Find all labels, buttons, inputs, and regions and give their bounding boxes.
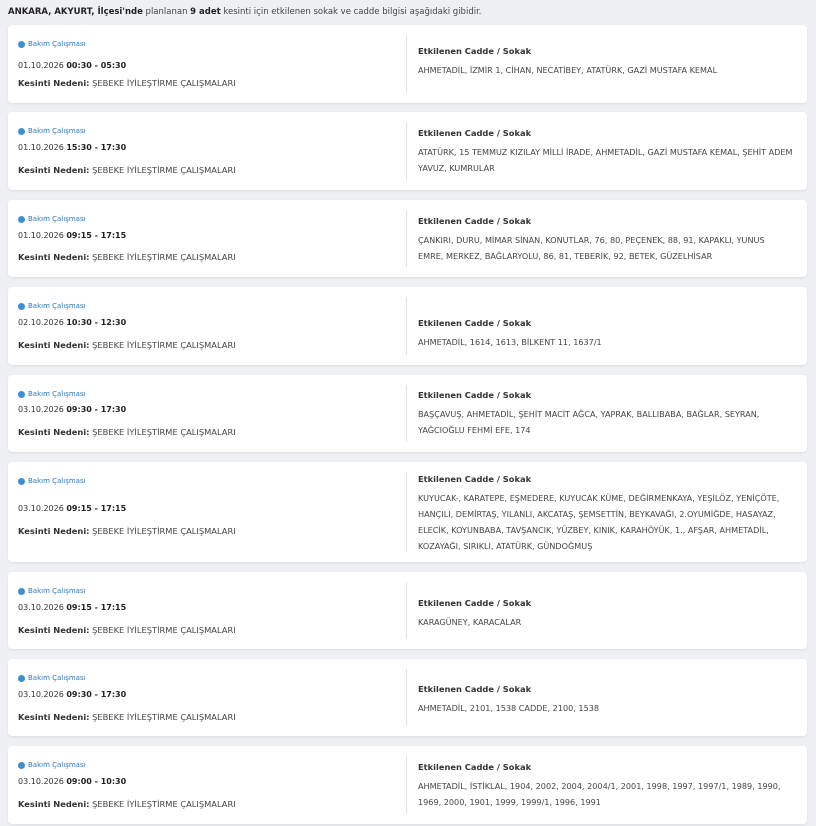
- outage-date: 03.10.2026: [18, 405, 64, 414]
- outage-time: 15:30 - 17:30: [66, 143, 127, 152]
- outage-time: 09:30 - 17:30: [66, 405, 127, 414]
- summary-header: [8, 7, 808, 17]
- outage-type: [18, 761, 86, 769]
- outage-time: 09:00 - 10:30: [66, 777, 127, 786]
- reason-label: Kesinti Nedeni:: [18, 78, 90, 88]
- outage-info: [18, 200, 398, 277]
- outage-reason: [18, 526, 236, 536]
- outage-datetime: [18, 603, 126, 612]
- outage-datetime: [18, 504, 126, 513]
- outage-card: [8, 25, 807, 103]
- outage-card: [8, 112, 807, 190]
- reason-value: ŞEBEKE İYİLEŞTİRME ÇALIŞMALARI: [92, 799, 236, 809]
- status-dot-icon: [18, 391, 25, 398]
- summary-count: 9 adet: [190, 7, 221, 17]
- reason-value: ŞEBEKE İYİLEŞTİRME ÇALIŞMALARI: [92, 712, 236, 722]
- status-dot-icon: [18, 128, 25, 135]
- streets-list: BAŞÇAVUŞ, AHMETADİL, ŞEHİT MACİT AĞCA, YAPRAK, BALLIBABA, BAĞLAR, SEYRAN, YAĞCIOĞLU FEHMİ EFE, 174: [418, 409, 760, 435]
- streets-title: Etkilenen Cadde / Sokak: [418, 684, 532, 694]
- streets-list: AHMETADİL, İSTİKLAL, 1904, 2002, 2004, 2004/1, 2001, 1998, 1997, 1997/1, 1989, 1990, 1969, 2000, 1901, 1999, 1999/1, 1996, 1991: [418, 781, 781, 807]
- streets-title: Etkilenen Cadde / Sokak: [418, 216, 532, 226]
- status-dot-icon: [18, 41, 25, 48]
- outage-date: 03.10.2026: [18, 504, 64, 513]
- streets-title: Etkilenen Cadde / Sokak: [418, 598, 532, 608]
- outage-info: [18, 375, 398, 452]
- card-divider: [406, 35, 407, 93]
- affected-streets: [418, 474, 788, 554]
- card-divider: [406, 669, 407, 726]
- card-divider: [406, 385, 407, 442]
- reason-value: ŞEBEKE İYİLEŞTİRME ÇALIŞMALARI: [92, 427, 236, 437]
- reason-value: ŞEBEKE İYİLEŞTİRME ÇALIŞMALARI: [92, 340, 236, 350]
- status-dot-icon: [18, 762, 25, 769]
- status-dot-icon: [18, 216, 25, 223]
- streets-list: AHMETADİL, 1614, 1613, BİLKENT 11, 1637/1: [418, 337, 602, 347]
- outage-time: 09:15 - 17:15: [66, 231, 127, 240]
- outage-info: [18, 462, 398, 562]
- outage-info: [18, 25, 398, 103]
- outage-time: 09:15 - 17:15: [66, 603, 127, 612]
- reason-value: ŞEBEKE İYİLEŞTİRME ÇALIŞMALARI: [92, 165, 236, 175]
- reason-value: ŞEBEKE İYİLEŞTİRME ÇALIŞMALARI: [92, 526, 236, 536]
- outage-type-label: Bakım Çalışması: [28, 40, 86, 48]
- outage-reason: [18, 625, 236, 635]
- reason-label: Kesinti Nedeni:: [18, 799, 90, 809]
- reason-label: Kesinti Nedeni:: [18, 625, 90, 635]
- card-divider: [406, 122, 407, 180]
- streets-list: KUYUCAK-, KARATEPE, EŞMEDERE, KUYUCAK KÜME, DEĞİRMENKAYA, YEŞİLÖZ, YENİÇÖTE, HANÇILI, DEMİRTAŞ, YILANLI, AKCATAŞ, ŞEMSETTİN, BEYKAVAĞI, 2.OYUMİĞDE, HASAYAZ, ELECİK, KOYUNBABA, TAVŞANCIK, YÜZBEY, KINIK, KARAHÖYÜK, 1., AFŞAR, AHMETADİL, KOZAYAĞI, SIRIKLI, ATATÜRK, GÜNDOĞMUŞ: [418, 493, 780, 551]
- outage-datetime: [18, 777, 126, 786]
- outage-date: 02.10.2026: [18, 318, 64, 327]
- outage-reason: [18, 252, 236, 262]
- outage-card: [8, 287, 807, 365]
- affected-streets: [418, 318, 798, 350]
- card-divider: [406, 297, 407, 355]
- status-dot-icon: [18, 675, 25, 682]
- outage-reason: [18, 427, 236, 437]
- outage-time: 10:30 - 12:30: [66, 318, 127, 327]
- affected-streets: [418, 216, 788, 264]
- streets-list: ÇANKIRI, DURU, MİMAR SİNAN, KONUTLAR, 76, 80, PEÇENEK, 88, 91, KAPAKLI, YUNUS EMRE, MERKEZ, BAĞLARYOLU, 86, 81, TEBERİK, 92, BETEK, GÜZELHİSAR: [418, 235, 765, 261]
- streets-list: KARAGÜNEY, KARACALAR: [418, 617, 522, 627]
- outage-datetime: [18, 143, 126, 152]
- affected-streets: [418, 46, 798, 78]
- outage-card: [8, 375, 807, 452]
- streets-title: Etkilenen Cadde / Sokak: [418, 46, 532, 56]
- outage-date: 01.10.2026: [18, 231, 64, 240]
- streets-list: AHMETADİL, 2101, 1538 CADDE, 2100, 1538: [418, 703, 600, 713]
- outage-time: 09:30 - 17:30: [66, 690, 127, 699]
- affected-streets: [418, 762, 798, 810]
- streets-title: Etkilenen Cadde / Sokak: [418, 128, 532, 138]
- reason-label: Kesinti Nedeni:: [18, 165, 90, 175]
- summary-location: ANKARA, AKYURT, İlçesi'nde: [8, 7, 143, 17]
- outage-date: 03.10.2026: [18, 777, 64, 786]
- reason-value: ŞEBEKE İYİLEŞTİRME ÇALIŞMALARI: [92, 252, 236, 262]
- status-dot-icon: [18, 478, 25, 485]
- reason-label: Kesinti Nedeni:: [18, 427, 90, 437]
- outage-reason: [18, 165, 236, 175]
- outage-card: [8, 659, 807, 736]
- reason-label: Kesinti Nedeni:: [18, 712, 90, 722]
- outage-type: [18, 477, 86, 485]
- outage-datetime: [18, 318, 126, 327]
- outage-date: 01.10.2026: [18, 61, 64, 70]
- outage-type-label: Bakım Çalışması: [28, 302, 86, 310]
- card-divider: [406, 756, 407, 814]
- reason-value: ŞEBEKE İYİLEŞTİRME ÇALIŞMALARI: [92, 625, 236, 635]
- outage-time: 00:30 - 05:30: [66, 61, 127, 70]
- outage-type: [18, 215, 86, 223]
- outage-time: 09:15 - 17:15: [66, 504, 127, 513]
- summary-text-2: kesinti için etkilenen sokak ve cadde bilgisi aşağıdaki gibidir.: [220, 7, 482, 17]
- outage-type-label: Bakım Çalışması: [28, 127, 86, 135]
- outage-datetime: [18, 405, 126, 414]
- card-divider: [406, 210, 407, 267]
- streets-title: Etkilenen Cadde / Sokak: [418, 318, 532, 328]
- reason-label: Kesinti Nedeni:: [18, 252, 90, 262]
- outage-card: [8, 746, 807, 824]
- reason-label: Kesinti Nedeni:: [18, 526, 90, 536]
- status-dot-icon: [18, 588, 25, 595]
- affected-streets: [418, 390, 788, 438]
- summary-text-1: planlanan: [142, 7, 191, 17]
- outage-type: [18, 302, 86, 310]
- outage-info: [18, 112, 398, 190]
- status-dot-icon: [18, 303, 25, 310]
- outage-type: [18, 587, 86, 595]
- outage-date: 03.10.2026: [18, 690, 64, 699]
- outage-type-label: Bakım Çalışması: [28, 477, 86, 485]
- streets-list: ATATÜRK, 15 TEMMUZ KIZILAY MİLLİ İRADE, AHMETADİL, GAZİ MUSTAFA KEMAL, ŞEHİT ADEM YAVUZ, KUMRULAR: [418, 147, 793, 173]
- card-divider: [406, 582, 407, 639]
- card-divider: [406, 472, 407, 552]
- reason-value: ŞEBEKE İYİLEŞTİRME ÇALIŞMALARI: [92, 78, 236, 88]
- outage-date: 03.10.2026: [18, 603, 64, 612]
- outage-card: [8, 462, 807, 562]
- outage-type: [18, 674, 86, 682]
- outage-info: [18, 746, 398, 824]
- outage-type-label: Bakım Çalışması: [28, 761, 86, 769]
- outage-reason: [18, 799, 236, 809]
- outage-reason: [18, 78, 236, 88]
- outage-reason: [18, 340, 236, 350]
- streets-list: AHMETADİL, İZMİR 1, CİHAN, NECATİBEY, ATATÜRK, GAZİ MUSTAFA KEMAL: [418, 65, 718, 75]
- outage-type-label: Bakım Çalışması: [28, 587, 86, 595]
- affected-streets: [418, 128, 798, 176]
- outage-type: [18, 40, 86, 48]
- outage-type-label: Bakım Çalışması: [28, 215, 86, 223]
- outage-date: 01.10.2026: [18, 143, 64, 152]
- outage-type: [18, 390, 86, 398]
- affected-streets: [418, 598, 798, 630]
- outage-type: [18, 127, 86, 135]
- outage-datetime: [18, 690, 126, 699]
- outage-info: [18, 287, 398, 365]
- outage-datetime: [18, 61, 126, 70]
- streets-title: Etkilenen Cadde / Sokak: [418, 390, 532, 400]
- streets-title: Etkilenen Cadde / Sokak: [418, 762, 532, 772]
- outage-reason: [18, 712, 236, 722]
- outage-datetime: [18, 231, 126, 240]
- streets-title: Etkilenen Cadde / Sokak: [418, 474, 532, 484]
- outage-type-label: Bakım Çalışması: [28, 390, 86, 398]
- reason-label: Kesinti Nedeni:: [18, 340, 90, 350]
- outage-card: [8, 200, 807, 277]
- outage-card: [8, 572, 807, 649]
- outage-type-label: Bakım Çalışması: [28, 674, 86, 682]
- affected-streets: [418, 684, 798, 716]
- outage-info: [18, 572, 398, 649]
- outage-info: [18, 659, 398, 736]
